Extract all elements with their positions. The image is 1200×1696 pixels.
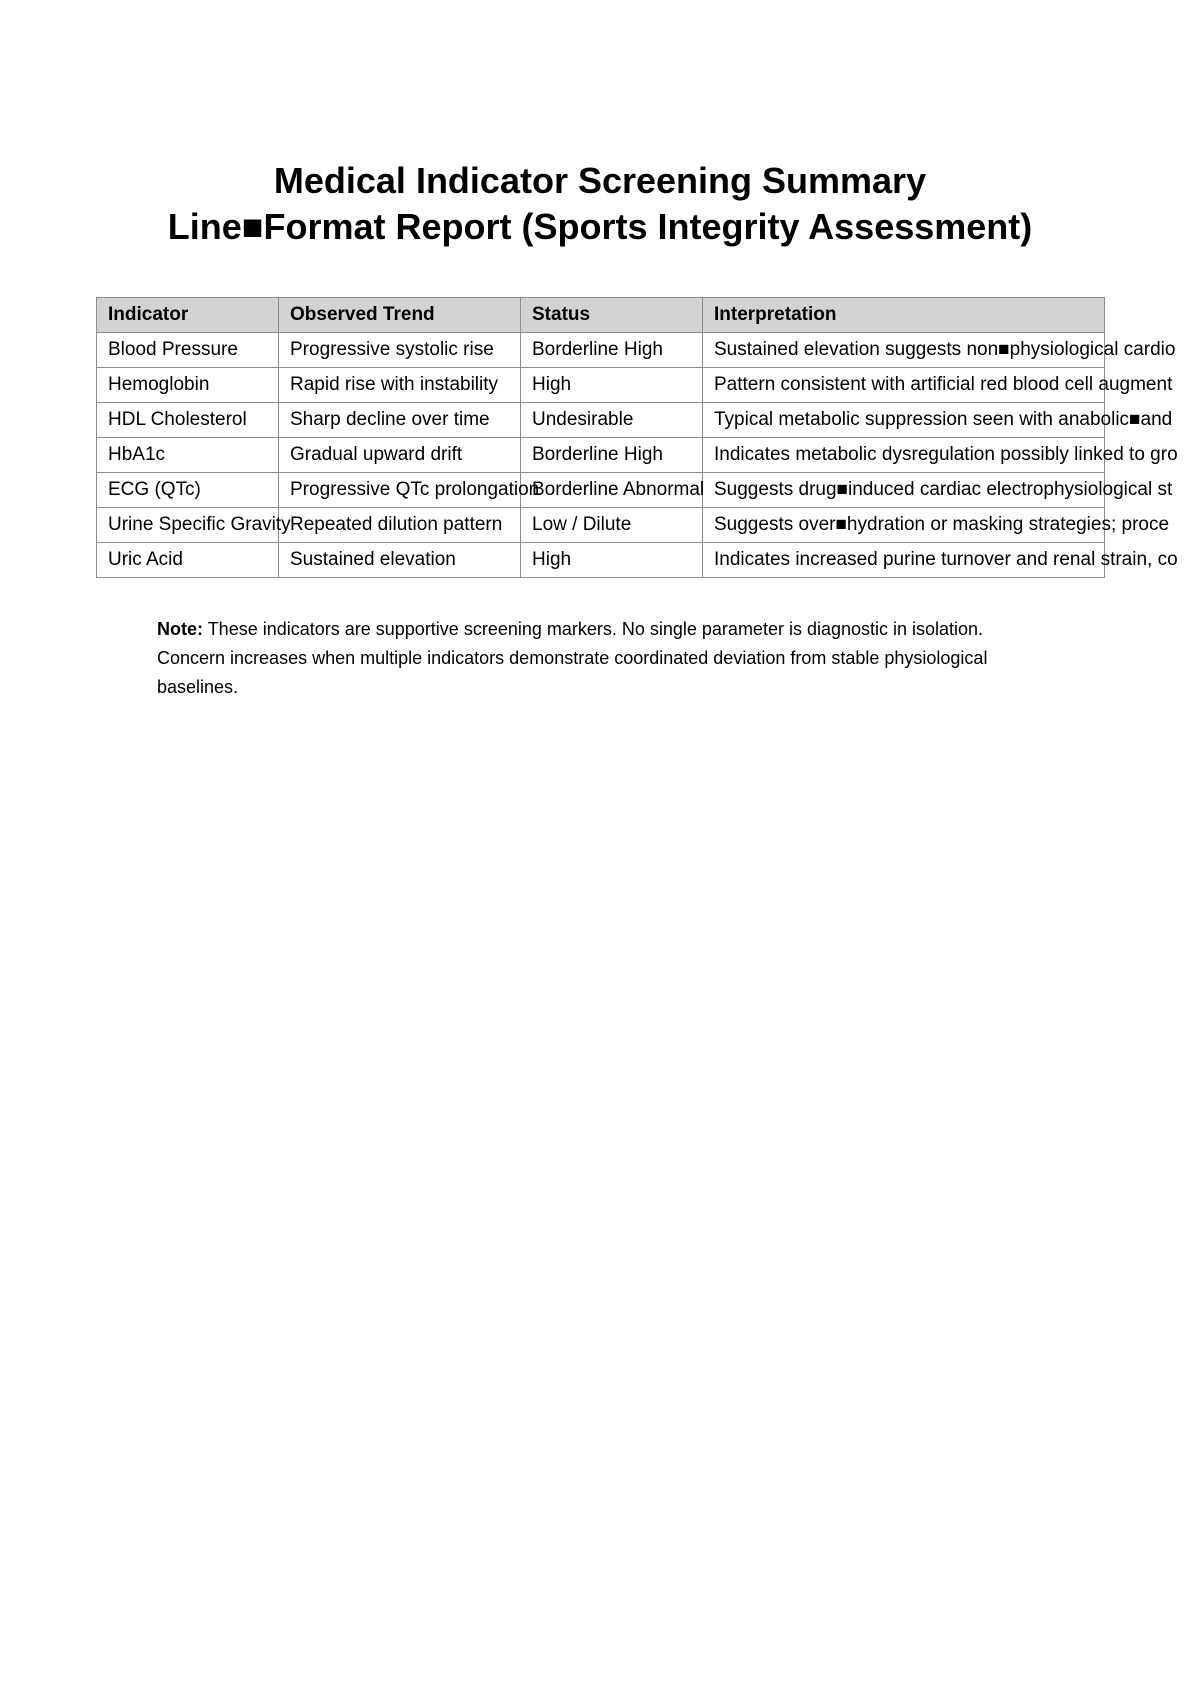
cell-interpretation: Suggests over■hydration or masking strategies; proce (703, 508, 1105, 543)
indicator-table (96, 297, 1178, 578)
title-line-2: Line■Format Report (Sports Integrity Assessment) (167, 206, 1033, 247)
cell-observed-trend: Repeated dilution pattern (279, 508, 521, 543)
cell-indicator: HDL Cholesterol (97, 403, 279, 438)
table-row (97, 368, 1105, 403)
cell-interpretation: Suggests drug■induced cardiac electrophysiological st (703, 473, 1105, 508)
header-interpretation: Interpretation (703, 298, 1105, 333)
cell-observed-trend: Sharp decline over time (279, 403, 521, 438)
cell-observed-trend: Sustained elevation (279, 543, 521, 578)
cell-indicator: Urine Specific Gravity (97, 508, 279, 543)
note-label: Note: (157, 619, 203, 639)
cell-indicator: Uric Acid (97, 543, 279, 578)
header-status: Status (521, 298, 703, 333)
cell-status: Borderline Abnormal (521, 473, 703, 508)
table-row (97, 543, 1105, 578)
cell-indicator: Blood Pressure (97, 333, 279, 368)
table-header-row (97, 298, 1105, 333)
cell-interpretation: Indicates increased purine turnover and renal strain, co (703, 543, 1105, 578)
cell-status: High (521, 543, 703, 578)
table-row (97, 403, 1105, 438)
cell-indicator: ECG (QTc) (97, 473, 279, 508)
table-row (97, 473, 1105, 508)
title-line-1: Medical Indicator Screening Summary (273, 160, 927, 201)
cell-observed-trend: Rapid rise with instability (279, 368, 521, 403)
cell-interpretation: Indicates metabolic dysregulation possibly linked to gro (703, 438, 1105, 473)
cell-observed-trend: Gradual upward drift (279, 438, 521, 473)
cell-status: Borderline High (521, 333, 703, 368)
note-text: These indicators are supportive screening markers. No single parameter is diagnostic in isolation. Concern increases when multiple indicators demonstrate coordinated deviation from stable physiological baselines. (157, 619, 988, 697)
cell-status: High (521, 368, 703, 403)
cell-indicator: HbA1c (97, 438, 279, 473)
cell-status: Undesirable (521, 403, 703, 438)
cell-status: Borderline High (521, 438, 703, 473)
cell-interpretation: Sustained elevation suggests non■physiological cardio (703, 333, 1105, 368)
table-row (97, 508, 1105, 543)
cell-interpretation: Pattern consistent with artificial red blood cell augment (703, 368, 1105, 403)
table-row (97, 333, 1105, 368)
cell-status: Low / Dilute (521, 508, 703, 543)
header-observed-trend: Observed Trend (279, 298, 521, 333)
cell-observed-trend: Progressive QTc prolongation (279, 473, 521, 508)
screening-note (157, 615, 1017, 702)
table-row (97, 438, 1105, 473)
cell-indicator: Hemoglobin (97, 368, 279, 403)
cell-observed-trend: Progressive systolic rise (279, 333, 521, 368)
report-title (0, 158, 1200, 250)
header-indicator: Indicator (97, 298, 279, 333)
indicator-table-container (96, 297, 1200, 591)
cell-interpretation: Typical metabolic suppression seen with anabolic■and (703, 403, 1105, 438)
